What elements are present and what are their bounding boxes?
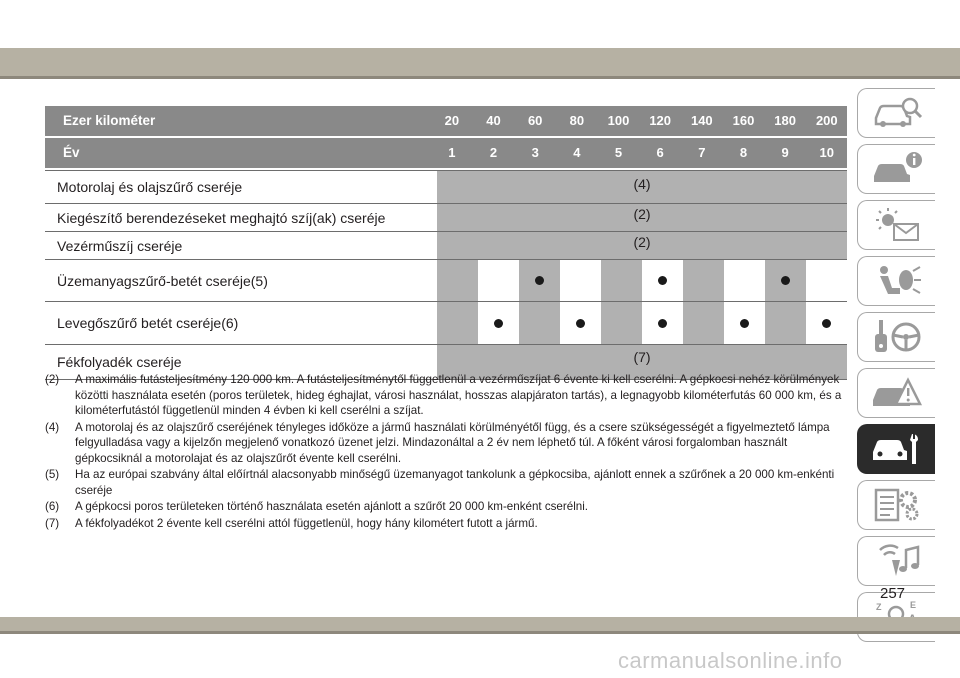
tab-starting-driving[interactable]: [857, 312, 935, 362]
schedule-cell: [806, 260, 847, 301]
header-year-cell: 8: [739, 145, 748, 160]
replacement-dot: [658, 319, 667, 328]
schedule-cell: [437, 260, 478, 301]
footnote-number: (6): [45, 500, 60, 513]
tab-dashboard[interactable]: [857, 144, 935, 194]
bottom-band-line: [0, 631, 960, 634]
table-row: [45, 231, 847, 259]
header-year-cell: 2: [489, 145, 498, 160]
tab-safety[interactable]: [857, 256, 935, 306]
page-number: 257: [880, 585, 906, 602]
tab-technical-data[interactable]: [857, 480, 935, 530]
footnote-text: A motorolaj és az olajszűrő cseréjének tényleges időköze a jármű használati körülményétől függ, és a csere szükségességét a figyelmeztető lámpa felgyulladása vagy a kijelzőn megjelenő vonatkozó üzenet jelzi. Mindazonáltal a 2 év nem léphető túl. A főként városi forgalomban használt gépkocsiknál a motorolajat és az olajszűrőt évente kell cserélni.: [75, 420, 830, 465]
tab-servicing-maintenance[interactable]: [857, 424, 935, 474]
header-year-cell: 5: [614, 145, 623, 160]
row-schedule-cells: [437, 302, 847, 344]
schedule-cell: [519, 302, 560, 344]
row-interval-note: (7): [437, 345, 847, 379]
svg-text:Z: Z: [875, 602, 881, 612]
schedule-cell: [519, 260, 560, 301]
row-interval-note: (2): [437, 204, 847, 231]
schedule-cell: [478, 302, 519, 344]
schedule-cell: [724, 260, 765, 301]
row-label: Motorolaj és olajszűrő cseréje: [57, 179, 243, 195]
tab-emergency[interactable]: [857, 368, 935, 418]
footnote-number: (5): [45, 468, 60, 481]
tab-multimedia[interactable]: [857, 536, 935, 586]
schedule-cell: [683, 260, 724, 301]
specs-gear-icon: [870, 486, 924, 524]
row-label: Vezérműszíj cseréje: [57, 237, 183, 254]
table-row: [45, 203, 847, 231]
row-label: Fékfolyadék cseréje: [57, 354, 182, 370]
warning-light-message-icon: [870, 206, 924, 244]
replacement-dot: [781, 276, 790, 285]
header-year-label: Év: [63, 145, 80, 160]
header-km-cell: 120: [649, 113, 672, 128]
replacement-dot: [535, 276, 544, 285]
tab-getting-to-know[interactable]: [857, 88, 935, 138]
schedule-cell: [437, 302, 478, 344]
footnotes: [45, 372, 850, 532]
header-year-cell: 3: [531, 145, 539, 160]
schedule-cell: [560, 260, 601, 301]
header-year-cell: 7: [698, 145, 706, 160]
multimedia-icon: [870, 542, 924, 580]
car-wrench-icon: [870, 430, 924, 468]
schedule-cell: [765, 260, 806, 301]
footnote-text: Ha az európai szabvány által előírtnál alacsonyabb minőségű üzemanyagot tankolunk a gépkocsiba, ajánlott ennek a szűrőnek a 20 000 km-enkénti cseréje: [75, 468, 835, 497]
schedule-cell: [765, 302, 806, 344]
car-search-icon: [870, 94, 924, 132]
row-interval-note: (4): [437, 171, 847, 203]
footnote-number: (4): [45, 420, 60, 434]
footnote-text: A fékfolyadékot 2 évente kell cserélni attól függetlenül, hogy hány kilométert futott a jármű.: [75, 516, 538, 530]
header-km-cell: 20: [444, 113, 460, 128]
row-label: Levegőszűrő betét cseréje(6): [57, 315, 239, 331]
header-year-cell: 9: [781, 145, 789, 160]
schedule-cell: [601, 302, 642, 344]
header-km-cell: 80: [569, 113, 585, 128]
schedule-cell: [478, 260, 519, 301]
replacement-dot: [576, 319, 585, 328]
airbag-passenger-icon: [870, 262, 924, 300]
table-row: [45, 170, 847, 203]
header-year-row: [45, 138, 847, 168]
replacement-dot: [494, 319, 503, 328]
footnote: [45, 516, 850, 532]
header-year-cell: 6: [656, 145, 664, 160]
row-schedule-cells: [437, 260, 847, 301]
header-year-cell: 1: [448, 145, 456, 160]
schedule-cell: [642, 302, 683, 344]
bottom-band: [0, 617, 960, 631]
svg-text:E: E: [909, 600, 916, 610]
header-km-cell: 140: [690, 113, 713, 128]
replacement-dot: [822, 319, 831, 328]
header-year-cell: 10: [819, 145, 835, 160]
schedule-cell: [560, 302, 601, 344]
footnote-number: (7): [45, 516, 60, 530]
header-km-row: [45, 106, 847, 136]
footnote: [45, 372, 850, 419]
footnote: [45, 467, 850, 498]
header-km-label: Ezer kilométer: [63, 113, 156, 128]
header-year-cell: 4: [573, 145, 581, 160]
maintenance-table: [45, 106, 847, 380]
header-km-cell: 180: [774, 113, 796, 128]
replacement-dot: [740, 319, 749, 328]
header-km-cell: 40: [486, 113, 501, 128]
chapter-tabs: [857, 88, 935, 648]
header-km-cell: 200: [815, 113, 838, 128]
schedule-cell: [642, 260, 683, 301]
car-info-icon: [870, 150, 924, 188]
replacement-dot: [658, 276, 667, 285]
footnote-text: A maximális futásteljesítmény 120 000 km. A futásteljesítménytől függetlenül a vezérműszíjat 6 évente ki kell cserélni. A gépkocsi nehéz körülmények közötti használata esetén (poros területek, hideg éghajlat, városi használat, hosszas alapjáraton tartás), a legnagyobb kilométerfutás 60 000 km, és a kilométerfutástól függetlenül minden 4 évben ki kell cserélni a szíjat.: [75, 373, 842, 417]
schedule-cell: [683, 302, 724, 344]
footnote-text: A gépkocsi poros területeken történő használata esetén ajánlott a szűrőt 20 000 km-enként cserélni.: [75, 500, 589, 513]
row-label: Kiegészítő berendezéseket meghajtó szíj(ak) cseréje: [57, 209, 386, 226]
footnote: [45, 499, 850, 515]
header-km-cell: 160: [732, 113, 755, 128]
header-km-cell: 100: [607, 113, 630, 128]
row-label: Üzemanyagszűrő-betét cseréje(5): [57, 272, 268, 289]
tab-warning-lights[interactable]: [857, 200, 935, 250]
schedule-cell: [806, 302, 847, 344]
table-row: [45, 301, 847, 344]
top-band-line: [0, 76, 960, 79]
key-steering-wheel-icon: [870, 318, 924, 356]
row-interval-note: (2): [437, 232, 847, 259]
footnote: [45, 420, 850, 467]
schedule-cell: [601, 260, 642, 301]
car-breakdown-icon: [870, 374, 924, 412]
watermark: carmanualsonline.info: [618, 648, 843, 673]
header-km-cell: 60: [527, 113, 543, 128]
top-band: [0, 48, 960, 76]
schedule-cell: [724, 302, 765, 344]
footnote-number: (2): [45, 373, 60, 386]
table-row: [45, 259, 847, 301]
